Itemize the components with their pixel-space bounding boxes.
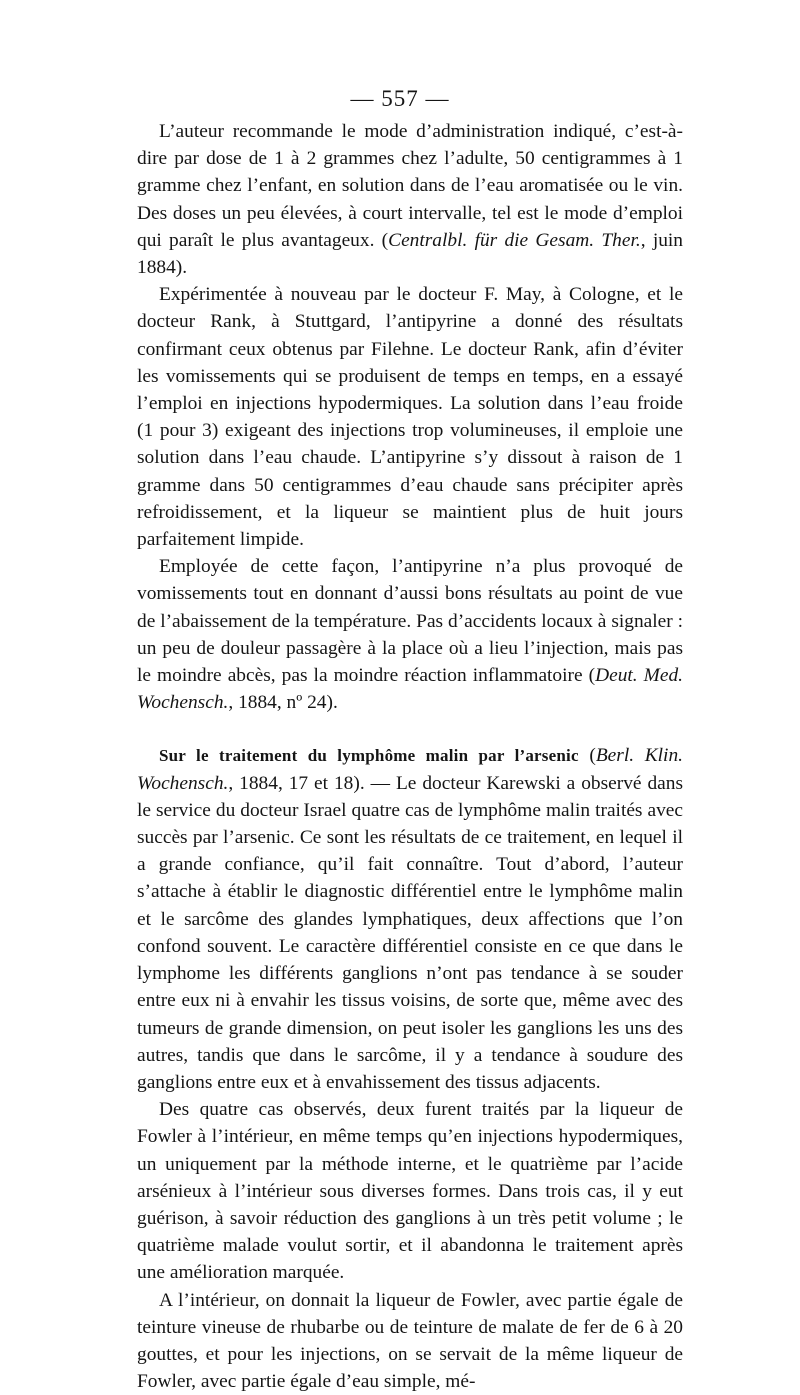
paragraph	[137, 553, 683, 716]
paragraph: Expérimentée à nouveau par le docteur F. May, à Cologne, et le docteur Rank, à Stuttgard, l’antipyrine a donné des résultats confirmant ceux obtenus par Filehne. Le docteur Rank, afin d’éviter les vomissements qui se produisent de temps en temps, en a essayé l’emploi en injections hypodermiques. La solution dans l’eau froide (1 pour 3) exigeant des injections trop volumineuses, il emploie une solution dans l’eau chaude. L’antipyrine s’y dissout à raison de 1 gramme dans 50 centigrammes d’eau chaude sans précipiter après refroidissement, et la liqueur se maintient plus de huit jours parfaitement limpide.	[137, 284, 683, 551]
citation: Berl. Klin. Wochensch.	[137, 745, 683, 794]
citation-tail: , 1884, nº 24).	[228, 692, 338, 714]
paragraph-text: , 1884, 17 et 18). — Le docteur Karewski a observé dans le service du docteur Israel quatre cas de lymphôme malin traités avec succès par l’arsenic. Ce sont les résultats de ce traitement, en lequel il a grande confiance, qu’il fait connaître. Tout d’abord, l’auteur s’attache à établir le diagnostic différentiel entre le lymphôme malin et le sarcôme des glandes lymphatiques, deux affections que l’on confond souvent. Le caractère différentiel consiste en ce que dans le lymphome les différents ganglions n’ont pas tendance à se souder entre eux ni à envahir les tissus voisins, de sorte que, même avec des tumeurs de grande dimension, on peut isoler les ganglions les uns des autres, tandis que dans le sarcôme, il y a tendance à soudure des ganglions entre eux et à envahissement des tissus adjacents.	[137, 772, 683, 1093]
page-body	[137, 118, 683, 1395]
paragraph	[137, 118, 683, 281]
citation: Centralbl. für die Gesam. Ther.	[388, 229, 641, 251]
section-heading: Sur le traitement du lymphôme malin par l’arsenic	[159, 746, 579, 766]
paragraph-text: Employée de cette façon, l’antipyrine n’a plus provoqué de vomissements tout en donnant d’aussi bons résultats au point de vue de l’abaissement de la température. Pas d’accidents locaux à signaler : un peu de douleur passagère à la place où a lieu l’injection, mais pas le moindre abcès, pas la moindre réaction inflammatoire (	[137, 556, 683, 687]
citation-open: (	[578, 745, 596, 767]
paragraph: Des quatre cas observés, deux furent traités par la liqueur de Fowler à l’intérieur, en même temps qu’en injections hypodermiques, un uniquement par la méthode interne, et le quatrième par l’acide arsénieux à l’intérieur sous diverses formes. Dans trois cas, il y eut guérison, à savoir réduction des ganglions à un très petit volume ; le quatrième malade voulut sortir, et il abandonna le traitement après une amélioration marquée.	[137, 1099, 683, 1284]
citation: Deut. Med. Wochensch.	[137, 665, 683, 714]
citation-tail: , juin 1884).	[137, 229, 683, 279]
page-number: — 557 —	[350, 86, 450, 111]
paragraph-text: L’auteur recommande le mode d’administration indiqué, c’est-à-dire par dose de 1 à 2 grammes chez l’adulte, 50 centigrammes à 1 gramme chez l’enfant, en solution dans de l’eau aromatisée ou le vin. Des doses un peu élevées, à court intervalle, tel est le mode d’emploi qui paraît le plus avantageux. (	[137, 121, 683, 251]
section-paragraph	[137, 742, 683, 1096]
paragraph: A l’intérieur, on donnait la liqueur de Fowler, avec partie égale de teinture vineuse de rhubarbe ou de teinture de malate de fer de 6 à 20 gouttes, et pour les injections, on se servait de la même liqueur de Fowler, avec partie égale d’eau simple, mé-	[137, 1289, 683, 1393]
